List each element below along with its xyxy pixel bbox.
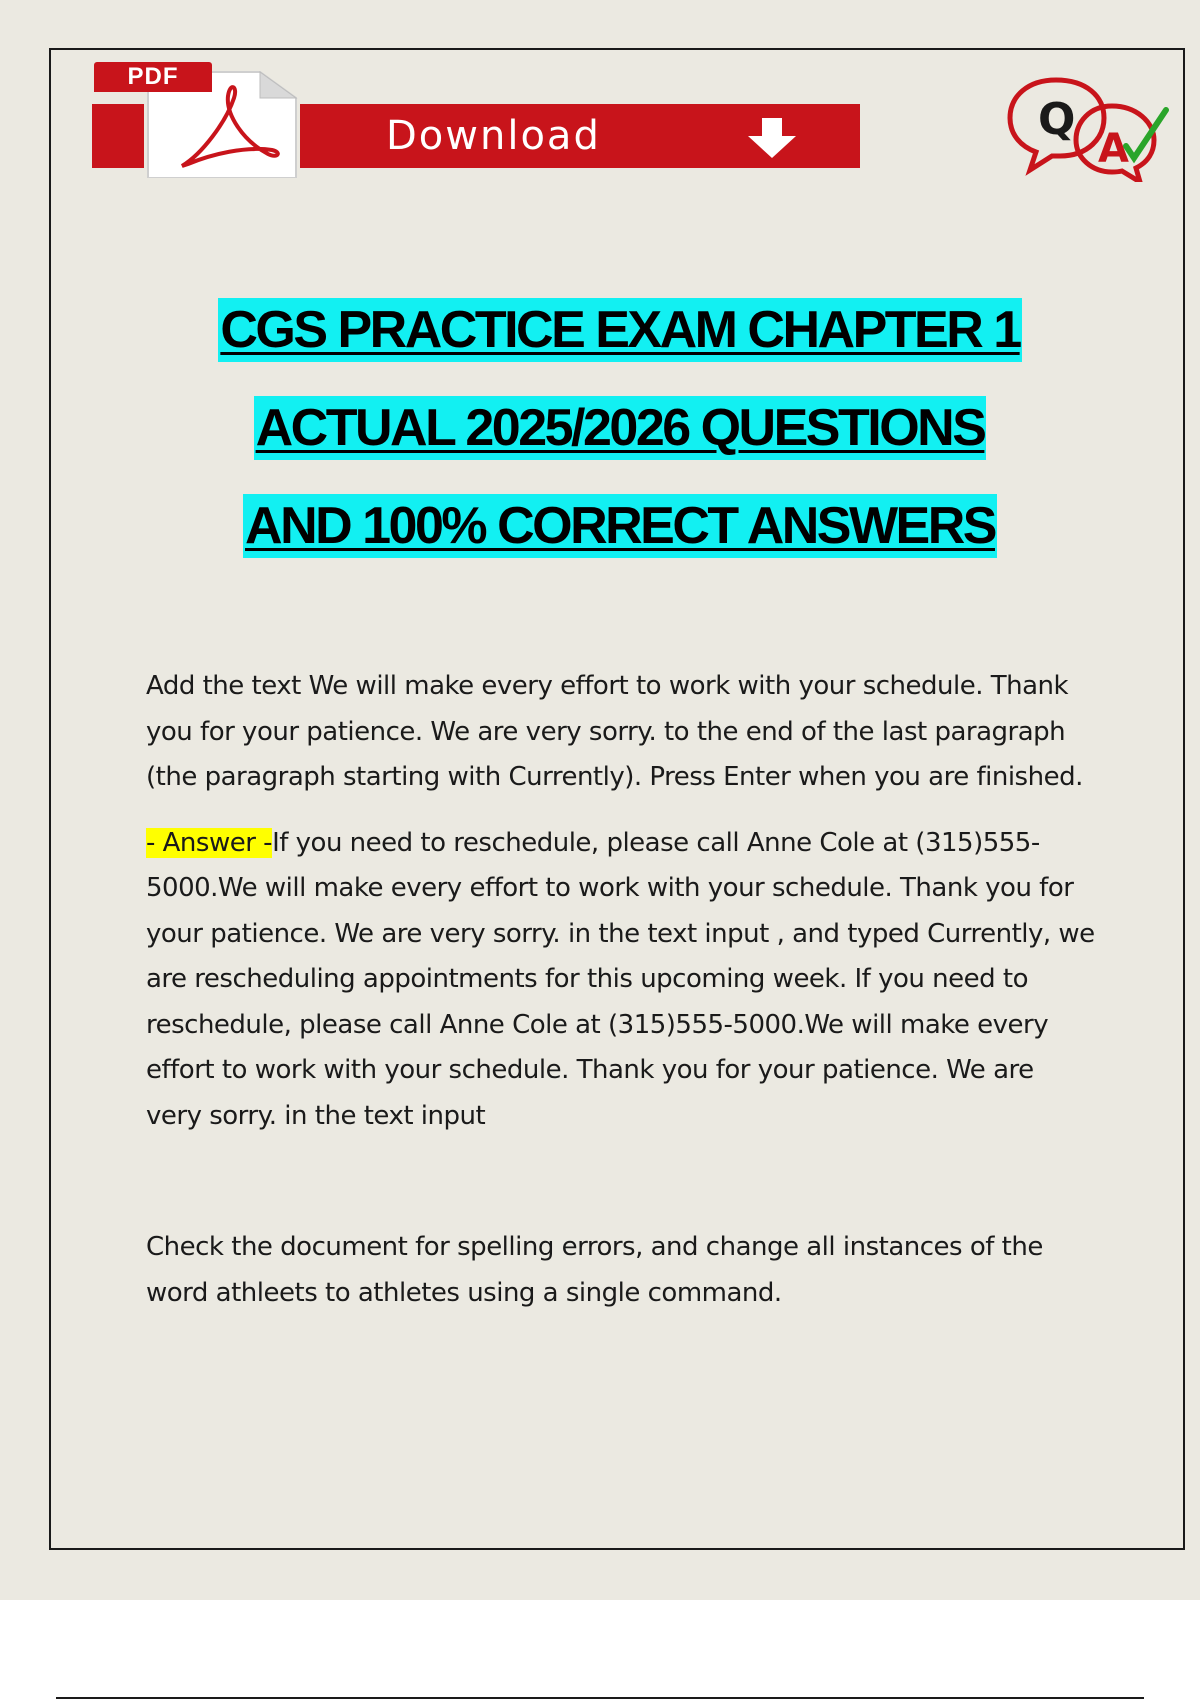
title-line <box>60 298 1180 362</box>
page-title <box>60 298 1180 592</box>
banner-bar-left <box>92 104 144 168</box>
qa-logo-a-letter: A <box>1098 126 1129 172</box>
footer-divider <box>56 1697 1144 1699</box>
answer-tag: - Answer - <box>146 827 273 858</box>
title-line <box>60 494 1180 558</box>
exam-content <box>146 664 1096 1316</box>
question-text: Check the document for spelling errors, and change all instances of the word athleets to athletes using a single command. <box>146 1232 1043 1308</box>
title-line-text: AND 100% CORRECT ANSWERS <box>243 494 997 558</box>
download-label[interactable]: Download <box>386 113 601 159</box>
title-line <box>60 396 1180 460</box>
answer-text: If you need to reschedule, please call Anne Cole at (315)555-5000.We will make every effort to work with your schedule. Thank you for your patience. We are very sorry. in the text input , and typed Currently, we are rescheduling appointments for this upcoming week. If you need to reschedule, please call Anne Cole at (315)555-5000.We will make every effort to work with your schedule. Thank you for your patience. We are very sorry. in the text input <box>146 827 1095 1131</box>
pdf-tab-label: PDF <box>94 62 212 92</box>
answer-paragraph <box>146 821 1096 1140</box>
download-arrow-icon <box>742 116 802 160</box>
question-text: Add the text We will make every effort to work with your schedule. Thank you for your patience. We are very sorry. to the end of the last paragraph (the paragraph starting with Currently). Press Enter when you are finished. <box>146 671 1083 792</box>
qa-logo-q-letter: Q <box>1038 94 1076 145</box>
pdf-download-banner[interactable] <box>90 60 860 180</box>
title-line-text: CGS PRACTICE EXAM CHAPTER 1 <box>218 298 1021 362</box>
qa-logo-icon <box>1002 72 1172 182</box>
title-line-text: ACTUAL 2025/2026 QUESTIONS <box>254 396 987 460</box>
